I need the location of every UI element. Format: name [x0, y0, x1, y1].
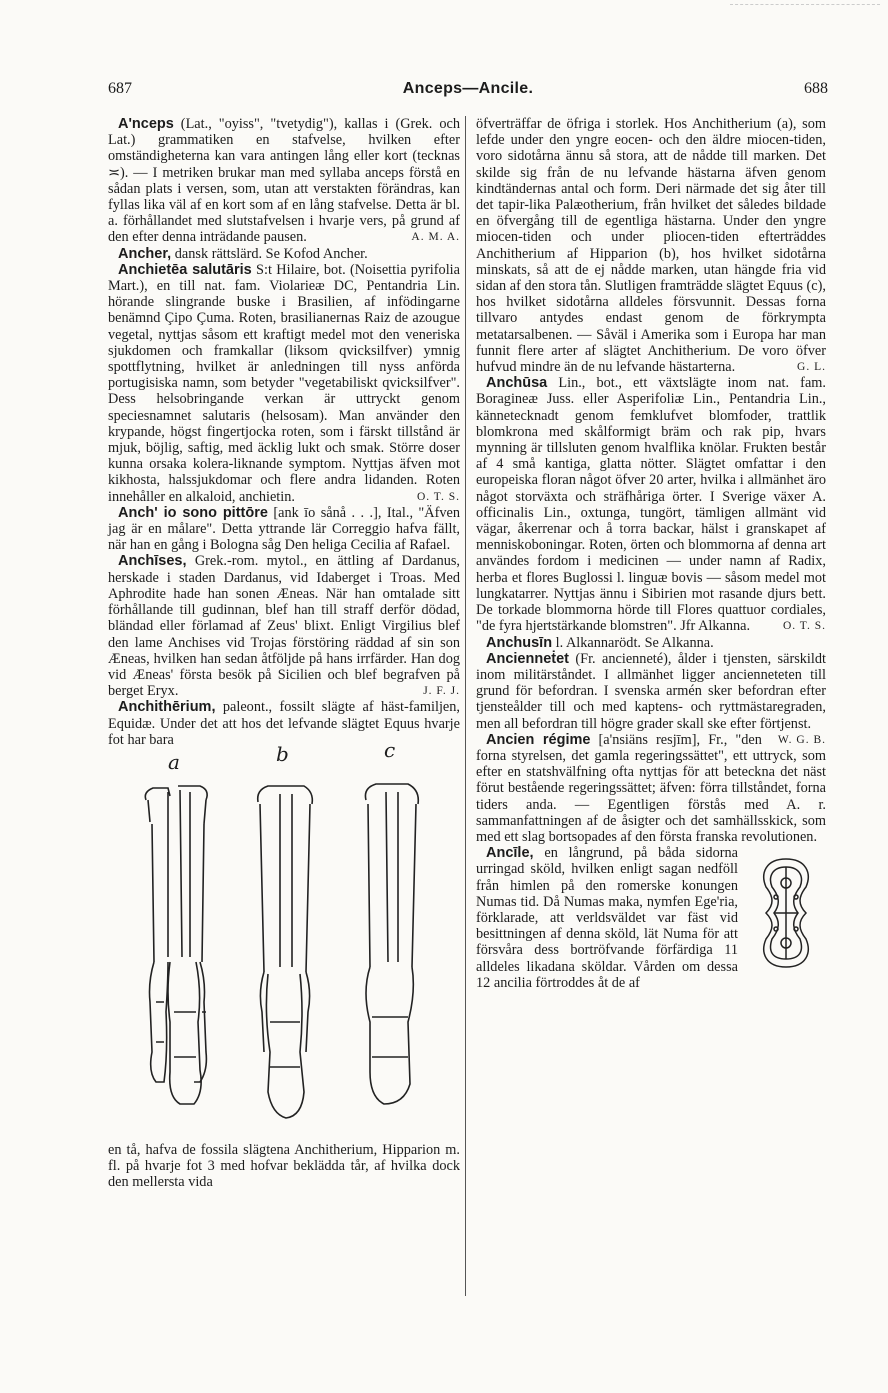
- entry-anchio: [108, 505, 460, 554]
- headword: Ancienneṫet: [486, 650, 569, 667]
- entry-ancile-wrap: [476, 845, 826, 991]
- horse-foot-figure: [108, 737, 460, 1140]
- entry-anchietea: [108, 262, 460, 505]
- entry-text: l. Alkannarödt. Se Alkanna.: [552, 634, 714, 651]
- author-signature: G. L.: [797, 361, 826, 374]
- entry-anchises: [108, 553, 460, 699]
- entry-anchitherium-continued: en tå, hafva de fossila slägtena Anchitherium, Hipparion m. fl. på hvarje fot 3 med hofvar beklädda tår, af hvilka dock den mellersta vida: [108, 1141, 460, 1191]
- page-number-left: 687: [108, 80, 132, 97]
- entry-anceps: [108, 116, 460, 246]
- headword: Ancīle,: [486, 845, 534, 862]
- author-signature: J. F. J.: [423, 685, 460, 698]
- entry-anchusa: [476, 375, 826, 634]
- entry-ancher: [108, 246, 460, 262]
- author-signature: O. T. S.: [416, 490, 460, 503]
- page-number-right: 688: [804, 80, 828, 97]
- left-column: [108, 116, 460, 1191]
- entry-text: paleont., fossilt slägte af häst-familjen, Equidæ. Under det att hos det lefvande slägtet Equus hvarje fot har bara: [108, 699, 460, 748]
- headword: Anchīses,: [118, 553, 187, 570]
- headword: Anchūsa: [486, 375, 548, 392]
- right-column: [476, 116, 826, 991]
- column-divider: [465, 116, 466, 1296]
- foot-bones-illustration: [108, 749, 460, 1140]
- entry-text: (Fr. ancienneté), ålder i tjensten, särskildt inom militärståndet. I allmänhet ligger ancienneteten till grund för befordran. I svenska armén sker befordran efter tjensteålder till och med kaptens- och ryttmästaregraden, men all befordran till högre grader skall ske efter förtjenst.: [476, 650, 826, 732]
- entry-text: dansk rättslärd. Se Kofod Ancher.: [171, 245, 368, 262]
- author-signature: W. G. B.: [777, 733, 826, 746]
- scan-mark: [730, 4, 880, 7]
- entry-text: Grek.-rom. mytol., en ättling af Dardanus, herskade i staden Dardanus, vid Idaberget i Troas. Med Aphrodite hade han sonen Æneas. När han omtalade sitt förhållande till gudinnan, blef han till straff derför dödad, bländad eller förlamad af Zeus' blixt. Enligt Virgilius blef den lame Anchises vid Trojas förstöring räddad af sin son Æneas, hvilken han sedan åtföljde på hans irrfärder. Han dog vid Æneas' första besök på Sicilien och blef begrafven på berget Eryx.: [108, 553, 460, 700]
- author-signature: A. M. A.: [411, 231, 460, 244]
- entry-text: Lin., bot., ett växtslägte inom nat. fam. Boragineæ Juss. eller Asperifoliæ Lin., Pentandria Lin., kännetecknadt genom femklufvet blomfoder, trattlik blomkrona med skålformigt bräm och rak pip, hvars mynning är tillsluten genom hvalflika knölar. Frukten består af 4 små kantiga, glatta nötter. Slägtet omfattar i den europeiska floran något öfver 20 arter, hvilka i allmänhet äro något storväxta och sträfhåriga örter. I Sverige växer A. officinalis Lin., oxtunga, tungört, tämligen allmänt vid vägar, åkerrenar och å torra backar, hälst i granskapet af menniskoboningar. Roten, örten och blommorna af denna art användes fordom i medicinen — under namn af Radix, herba et flores Buglossi l. linguæ bovis — såsom medel mot lungkatarrer. Nyttjas ännu i Sibirien mot rasande djurs bett. De torkade blommorna hörde till Flores quattuor cordiales, "de fyra hjertstärkande blomstren". Jfr Alkanna.: [476, 375, 826, 635]
- entry-text: öfverträffar de öfriga i storlek. Hos Anchitherium (a), som lefde under den yngre eocen- och den äldre miocen-tiden, voro sidotårna ännu så stora, att de nådde till marken. Det skilde sig från de nu lefvande hästarna äfven genom kindtändernas antal och form. Deri närmade det sig åter till det tapir-lika Palæotherium, från hvilket det således bildade en öfvergång till de egentliga hästarna. Under den yngre miocen-tiden och under pliocen-tiden efterträddes Anchitherium af Hipparion (b), hos hvilket sidotårna minskats, så att de ej nådde marken, utan hängde fria vid sidan af den stora tån. Slutligen framträdde slägtet Equus (c), hos hvilket sidotårna alldeles försvunnit. Dessas forna tillvaro antydes endast genom de förkrympta metatarsalbenen. — Såväl i Amerika som i Europa har man funnit flere arter af slägtet Anchitherium. De voro öfver hufvud mindre än de nu lefvande hästarterna.: [476, 116, 826, 376]
- figure-label-b: b: [276, 741, 289, 766]
- figure-label-a: a: [168, 749, 180, 774]
- entry-text: [a'nsiäns resjīm], Fr., "den forna styrelsen, det gamla regeringssättet", ett uttryck, som efter en statshvälfning ofta nyttjas för att beteckna det näst förut bestående regeringssättet; äfven: förra tillståndet, forna tiders anda. — Egentligen förstås med A. r. sammanfattningen af de åsigter och det samhällsskick, som med ett slag bortsopades af den första franska revolutionen.: [476, 731, 826, 845]
- headword: Ancien régime: [486, 731, 591, 748]
- entry-anchitherium-end: [476, 116, 826, 375]
- author-signature: O. T. S.: [782, 620, 826, 633]
- headword: Anchithērium,: [118, 699, 216, 716]
- headword: Ancher,: [118, 245, 172, 262]
- headword: Anchusīn: [486, 634, 553, 651]
- running-title: Anceps—Ancile.: [402, 80, 534, 97]
- entry-text: [ank īo sånå . . .], Ital., "Äfven jag är en målare". Detta yttrande lär Correggio hafva fällt, när han en gång i Bologna såg Den heliga Cecilia af Rafael.: [108, 504, 460, 554]
- entry-text: S:t Hilaire, bot. (Noisettia pyrifolia Mart.), en till nat. fam. Violarieæ DC, Pentandria Lin. hörande slingrande buske i Brasilien, af infödingarne benämnd Çipo Çuma. Roten, brasilianernas Raiz de azougue vegetal, nyttjas såsom ett kraftigt medel mot den veneriska sjukdomen och framkallar (liksom qvicksilfver) ymnig spottflytning, hvilket är anledningen till nyss anförda portugisiska namn, som betyder "vegetabiliskt qvicksilfver". Dess helsobringande verkan är uttryckt genom speciesnamnet salutaris (helsosam). Man använder den krypande, högst fingertjocka roten, som i färskt tillstånd är mjuk, böjlig, saftig, med äcklig lukt och smak. Större doser kunna orsaka kolera-liknande symptom. Nyttjas äfven mot kikhosta, halssjukdomar och flere andra lidanden. Roten innehåller en alkaloid, anchietin.: [108, 261, 460, 505]
- ancile-shield-illustration: [746, 853, 826, 973]
- entry-text: (Lat., "oyiss", "tvetydig"), kallas i (Grek. och Lat.) grammatiken en stafvelse, hvilken efter omständigheterna kan vara antingen lång eller kort (tecknas ≍). — I metriken brukar man med syllaba anceps förstå en sådan plats i versen, som, utan att verstakten förändras, kan fyllas lika väl af en kort som af en lång stafvelse. Detta är bl. a. förhållandet med slutstafvelsen i hvarje vers, på grund af den efter denna inträdande pausen.: [108, 116, 460, 246]
- headword: Anchietēa salutāris: [118, 261, 252, 278]
- figure-label-c: c: [384, 737, 396, 762]
- entry-text: en långrund, på båda sidorna urringad sköld, hvilken enligt sagan nedföll från himlen på den romerske konungen Numas tid. Då Numas maka, nymfen Ege'ria, förklarade, att verldsväldet var fäst vid besittningen af denna sköld, lät Numa för att försvåra dess bortröfvande förfärdiga 11 alldeles likadana sköldar. Vården om dessa 12 ancilia förtroddes åt de af: [476, 845, 738, 991]
- headword: Anch' io sono pittōre: [118, 504, 268, 521]
- entry-anchusin: [476, 635, 826, 651]
- entry-anchitherium: [108, 699, 460, 748]
- shield-icon: [746, 853, 826, 973]
- page-header: [108, 80, 828, 104]
- headword: A'nceps: [118, 116, 174, 132]
- entry-ancien-regime: [476, 732, 826, 845]
